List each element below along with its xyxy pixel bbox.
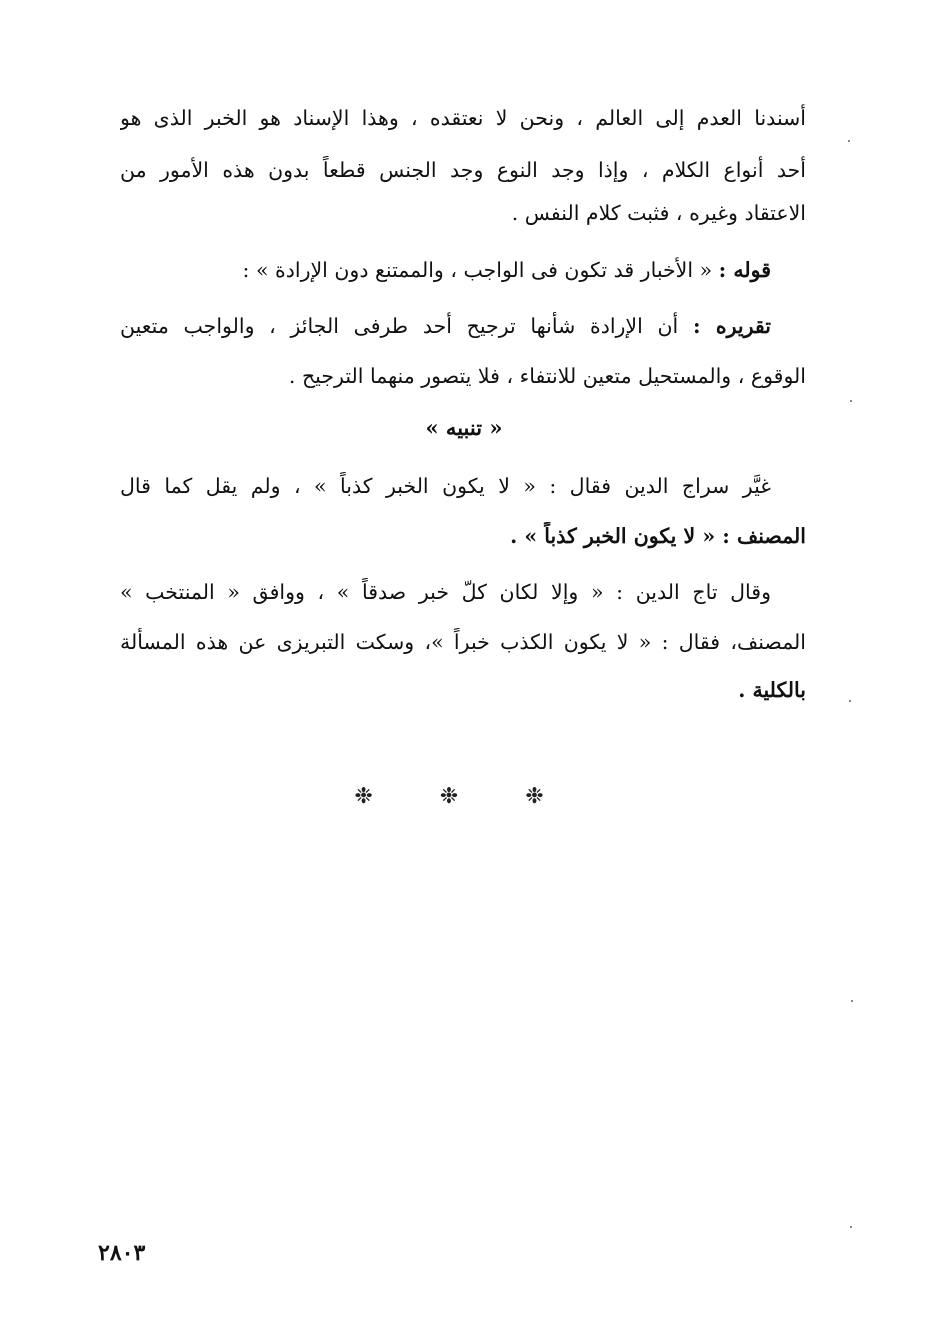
scan-speck	[850, 400, 852, 402]
text-line	[120, 472, 806, 500]
lead-word: قوله :	[718, 258, 771, 282]
scan-speck	[849, 700, 851, 702]
inline-text: وقال تاج الدين : « وإلا لكان كلّ خبر صدقاً » ، ووافق « المنتخب »	[120, 580, 771, 604]
text-line: الاعتقاد وغيره ، فثبت كلام النفس .	[511, 201, 806, 225]
text-line: بالكلية .	[738, 678, 806, 702]
text-line: أسندنا العدم إلى العالم ، ونحن لا نعتقده ، وهذا الإسناد هو الخبر الذى هو	[120, 106, 806, 130]
text-line	[120, 578, 806, 606]
inline-text: غيَّر سراج الدين فقال : « لا يكون الخبر كذباً » ، ولم يقل كما قال	[120, 474, 771, 498]
section-heading: « تنبيه »	[425, 415, 503, 440]
page-number: ٢٨٠٣	[98, 1240, 146, 1266]
inline-text: « الأخبار قد تكون فى الواجب ، والممتنع دون الإرادة » :	[242, 258, 713, 282]
scan-speck	[848, 140, 850, 142]
scan-speck	[850, 1226, 852, 1228]
text-line	[120, 256, 806, 284]
text-line: الوقوع ، والمستحيل متعين للانتفاء ، فلا يتصور منهما الترجيح .	[288, 364, 806, 388]
lead-word: تقريره :	[692, 314, 771, 338]
inline-text: أن الإرادة شأنها ترجيح أحد طرفى الجائز ، والواجب متعين	[120, 314, 679, 338]
text-line	[120, 312, 806, 340]
separator-stars: ❉ ❉ ❉	[354, 784, 574, 809]
scan-speck	[851, 1000, 853, 1002]
text-line: أحد أنواع الكلام ، وإذا وجد النوع وجد الجنس قطعاً بدون هذه الأمور من	[120, 158, 806, 182]
text-line: المصنف، فقال : « لا يكون الكذب خبراً »، وسكت التبريزى عن هذه المسألة	[120, 630, 806, 654]
text-line: المصنف : « لا يكون الخبر كذباً » .	[510, 524, 806, 548]
